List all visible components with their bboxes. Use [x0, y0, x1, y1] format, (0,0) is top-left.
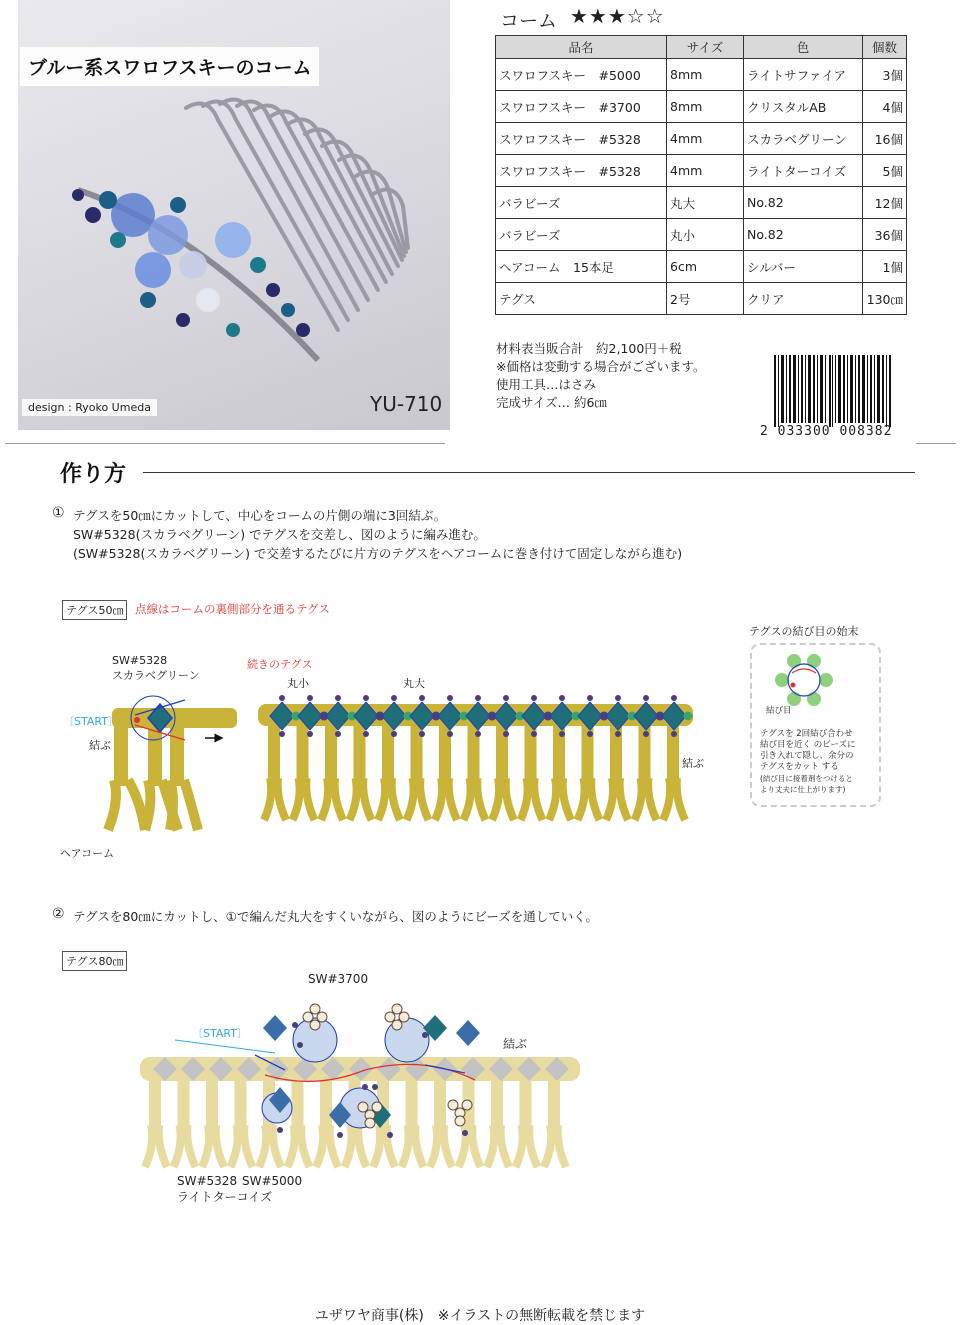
comb-tooth-leg — [487, 1125, 509, 1167]
comb-tooth — [297, 724, 309, 782]
comb-label: ヘアコーム — [60, 847, 115, 860]
divider-left — [5, 443, 445, 444]
small-bead — [643, 695, 649, 701]
column-header-name: 品名 — [496, 36, 667, 59]
comb-tooth-leg — [378, 778, 400, 820]
cell-color: スカラベグリーン — [744, 123, 863, 155]
small-bead — [643, 731, 649, 737]
small-bead-label: 丸小 — [287, 677, 309, 690]
photo-title: ブルー系スワロフスキーのコーム — [20, 47, 319, 86]
comb-tooth-leg — [231, 1125, 253, 1167]
comb-tooth-leg — [606, 778, 628, 820]
comb-tooth-leg — [635, 778, 657, 820]
comb-tooth-leg — [350, 778, 372, 820]
comb-tooth-leg — [345, 1125, 367, 1167]
table-row — [496, 219, 907, 251]
comb-tooth-leg — [549, 778, 571, 820]
comb-tooth-leg — [373, 1125, 395, 1167]
finished-size: 完成サイズ… 約6㎝ — [496, 395, 607, 410]
cell-size: 4mm — [667, 123, 744, 155]
small-bead — [559, 731, 565, 737]
cell-size: 2号 — [667, 283, 744, 315]
small-bead — [671, 731, 677, 737]
column-header-qty: 個数 — [863, 36, 907, 59]
cell-name: ヘアコーム 15本足 — [496, 251, 667, 283]
table-row — [496, 91, 907, 123]
knot-text-line: テグスをカット する — [760, 762, 839, 772]
item-title: コーム — [500, 10, 558, 32]
small-bead — [503, 695, 509, 701]
step1-number: ① — [52, 505, 65, 521]
step1-line1: テグスを50㎝にカットして、中心をコームの片側の端に3回結ぶ。 — [73, 508, 447, 523]
price-total: 材料表当販合計 約2,100円＋税 — [496, 341, 682, 356]
table-row — [496, 251, 907, 283]
comb-tooth — [149, 1079, 161, 1129]
comb-tooth-leg — [435, 778, 457, 820]
step1-line3: (SW#5328(スカラベグリーン) で交差するたびに片方のテグスをヘアコームに巻き付けて固定しながら進む) — [73, 546, 683, 561]
sw5328-color-label: スカラベグリーン — [112, 669, 200, 682]
comb-tooth-leg — [145, 1125, 167, 1167]
small-bead — [447, 731, 453, 737]
cell-name: テグス — [496, 283, 667, 315]
knot-text-line: テグスを 2回結び合わせ — [760, 729, 853, 739]
difficulty-stars: ★★★☆☆ — [570, 4, 665, 28]
cell-name: スワロフスキー #5000 — [496, 59, 667, 91]
dotted-line-note: 点線はコームの裏側部分を通るテグス — [135, 602, 330, 616]
step2-sw5328-label: SW#5328 — [177, 1174, 238, 1188]
comb-tooth-leg — [407, 778, 429, 820]
sw5328-label: SW#5328 — [112, 654, 168, 667]
round-bead — [684, 712, 693, 721]
small-bead — [531, 695, 537, 701]
start-label: 〔START〕 — [63, 715, 119, 728]
table-row — [496, 123, 907, 155]
comb-tooth-leg — [459, 1125, 481, 1167]
small-bead — [475, 731, 481, 737]
comb-tooth-leg — [430, 1125, 452, 1167]
step2-diagram — [135, 995, 585, 1175]
knot-label: 結び目 — [766, 706, 792, 716]
comb-tooth-leg — [288, 1125, 310, 1167]
cell-qty: 1個 — [863, 251, 907, 283]
comb-tooth — [235, 1079, 247, 1129]
comb-tooth — [325, 724, 337, 782]
comb-small — [108, 696, 237, 830]
step2-tie-label: 結ぶ — [503, 1037, 528, 1051]
cell-name: スワロフスキー #5328 — [496, 155, 667, 187]
comb-tooth-leg — [316, 1125, 338, 1167]
product-code: YU-710 — [370, 392, 443, 416]
price-note: ※価格は変動する場合がございます。 — [496, 359, 706, 374]
cell-qty: 36個 — [863, 219, 907, 251]
small-bead — [391, 695, 397, 701]
comb-tooth-leg — [544, 1125, 566, 1167]
materials-table — [495, 35, 907, 315]
small-bead — [307, 731, 313, 737]
barcode-number: 2 033300 008382 — [760, 424, 893, 439]
tie-label: 結ぶ — [89, 739, 111, 752]
comb-tooth-leg — [293, 778, 315, 820]
comb-tooth-leg — [521, 778, 543, 820]
step2-thread-tag: テグス80㎝ — [62, 951, 127, 971]
comb-tooth — [268, 724, 280, 782]
column-header-size: サイズ — [667, 36, 744, 59]
cell-qty: 130㎝ — [863, 283, 907, 315]
table-row — [496, 187, 907, 219]
small-bead — [279, 731, 285, 737]
comb-tooth-leg — [402, 1125, 424, 1167]
knot-text-line: 引き入れて隠し、余分の — [760, 751, 854, 761]
comb-tooth-leg — [202, 1125, 224, 1167]
table-row — [496, 283, 907, 315]
cell-size: 丸小 — [667, 219, 744, 251]
small-bead — [587, 731, 593, 737]
cell-color: ライトサファイア — [744, 59, 863, 91]
cell-size: 8mm — [667, 59, 744, 91]
table-row — [496, 155, 907, 187]
knot-text-line: (結び目に接着剤をつけると — [760, 774, 853, 783]
small-bead — [447, 695, 453, 701]
cell-name: バラビーズ — [496, 187, 667, 219]
small-bead — [363, 695, 369, 701]
table-row — [496, 59, 907, 91]
small-bead — [503, 731, 509, 737]
comb-tooth-leg — [516, 1125, 538, 1167]
comb-tooth — [178, 1079, 190, 1129]
cell-name: スワロフスキー #5328 — [496, 123, 667, 155]
comb-tooth — [406, 1079, 418, 1129]
column-header-color: 色 — [744, 36, 863, 59]
designer-credit: design : Ryoko Umeda — [22, 399, 157, 416]
cell-name: スワロフスキー #3700 — [496, 91, 667, 123]
knot-text-line: 結び目を近く のビーズに — [760, 740, 856, 750]
small-bead — [419, 731, 425, 737]
knot-title: テグスの結び目の始末 — [749, 625, 859, 638]
comb-tooth-leg — [492, 778, 514, 820]
continue-thread-label: 続きのテグス — [247, 658, 313, 671]
comb-tooth — [206, 1079, 218, 1129]
cell-size: 丸大 — [667, 187, 744, 219]
small-bead — [531, 731, 537, 737]
comb-tooth-leg — [578, 778, 600, 820]
comb-long — [258, 695, 693, 820]
comb-tooth — [520, 1079, 532, 1129]
step1-line2: SW#5328(スカラベグリーン) でテグスを交差し、図のように編み進む。 — [73, 527, 486, 542]
small-bead — [307, 695, 313, 701]
small-bead — [671, 695, 677, 701]
cell-color: No.82 — [744, 219, 863, 251]
comb-tooth — [320, 1079, 332, 1129]
comb-tooth — [491, 1079, 503, 1129]
comb-tooth — [548, 1079, 560, 1129]
comb-tooth-leg — [464, 778, 486, 820]
cell-size: 6cm — [667, 251, 744, 283]
sw3700-label: SW#3700 — [308, 972, 369, 986]
cell-color: ライトターコイズ — [744, 155, 863, 187]
cell-qty: 12個 — [863, 187, 907, 219]
comb-tooth — [434, 1079, 446, 1129]
cell-qty: 5個 — [863, 155, 907, 187]
small-bead — [391, 731, 397, 737]
cell-name: バラビーズ — [496, 219, 667, 251]
large-bead-label: 丸大 — [403, 677, 425, 690]
step1-thread-tag: テグス50㎝ — [62, 600, 127, 620]
knot-text-line: より丈夫に仕上がります) — [760, 785, 846, 794]
comb-tooth-leg — [264, 778, 286, 820]
knot-instructions — [760, 729, 855, 795]
howto-title: 作り方 — [60, 462, 127, 487]
small-bead — [279, 695, 285, 701]
step2-sw5328-color-label: ライトターコイズ — [177, 1190, 273, 1204]
cell-color: シルバー — [744, 251, 863, 283]
small-bead — [419, 695, 425, 701]
step2-number: ② — [52, 906, 65, 922]
cell-size: 4mm — [667, 155, 744, 187]
comb-tooth — [292, 1079, 304, 1129]
cell-qty: 16個 — [863, 123, 907, 155]
small-bead — [559, 695, 565, 701]
comb-tooth-leg — [321, 778, 343, 820]
howto-rule — [143, 472, 915, 473]
footer-copyright: ユザワヤ商事(株) ※イラストの無断転載を禁じます — [314, 1308, 646, 1324]
divider-right — [916, 443, 956, 444]
comb-tooth-leg — [663, 778, 685, 820]
step2-line1: テグスを80㎝にカットし、①で編んだ丸大をすくいながら、図のようにビーズを通していく。 — [73, 909, 598, 924]
tools-used: 使用工具…はさみ — [496, 377, 597, 392]
cell-qty: 4個 — [863, 91, 907, 123]
small-bead — [615, 695, 621, 701]
step2-start-label: 〔START〕 — [192, 1027, 248, 1040]
cell-color: No.82 — [744, 187, 863, 219]
small-bead — [335, 731, 341, 737]
cell-color: クリア — [744, 283, 863, 315]
small-bead — [475, 695, 481, 701]
small-bead — [363, 731, 369, 737]
cell-qty: 3個 — [863, 59, 907, 91]
cell-size: 8mm — [667, 91, 744, 123]
small-bead — [335, 695, 341, 701]
tie-end-label: 結ぶ — [682, 757, 704, 770]
table-header-row — [496, 36, 907, 59]
comb-tooth-leg — [174, 1125, 196, 1167]
small-bead — [615, 731, 621, 737]
cell-color: クリスタルAB — [744, 91, 863, 123]
step2-sw5000-label: SW#5000 — [242, 1174, 303, 1188]
small-bead — [587, 695, 593, 701]
